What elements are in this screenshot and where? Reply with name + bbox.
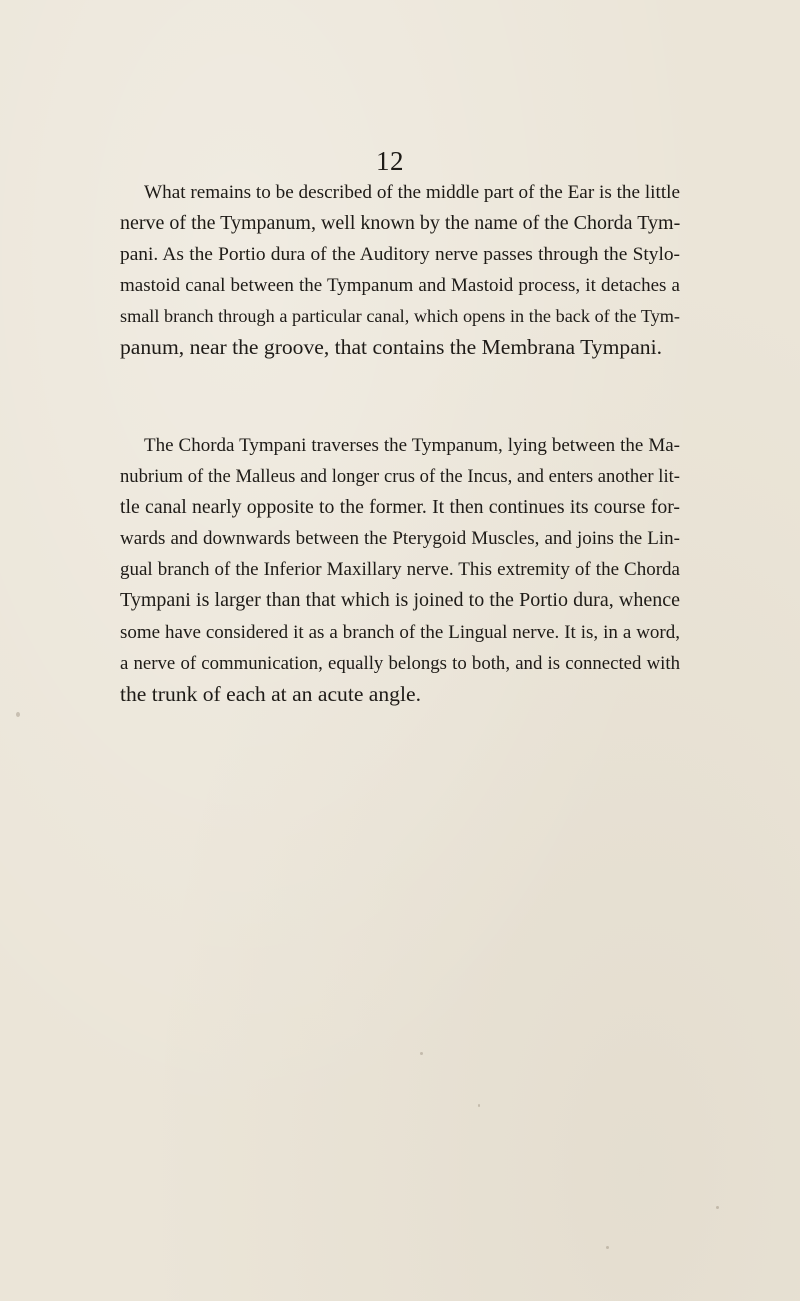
paper-speck xyxy=(716,1206,719,1209)
text-line: tle canal nearly opposite to the former. It then continues its course for- xyxy=(120,496,680,519)
text-line: Tympani is larger than that which is joined to the Portio dura, whence xyxy=(120,589,680,612)
text-line: the trunk of each at an acute angle. xyxy=(120,681,421,706)
paper-speck xyxy=(16,712,20,717)
text-line: The Chorda Tympani traverses the Tympanum, lying between the Ma- xyxy=(144,435,680,456)
text-line: some have considered it as a branch of the Lingual nerve. It is, in a word, xyxy=(120,621,680,643)
text-line: a nerve of communication, equally belongs to both, and is connected with xyxy=(120,652,680,674)
page-number: 12 xyxy=(376,146,404,176)
paragraph-1 xyxy=(120,177,680,364)
paragraph-2 xyxy=(120,430,680,710)
paper-speck xyxy=(478,1104,480,1107)
text-line: small branch through a particular canal, which opens in the back of the Tym- xyxy=(120,306,680,327)
text-line: mastoid canal between the Tympanum and Mastoid process, it detaches a xyxy=(120,275,680,297)
text-line: wards and downwards between the Pterygoid Muscles, and joins the Lin- xyxy=(120,528,680,550)
paper-speck xyxy=(420,1052,423,1055)
text-line: gual branch of the Inferior Maxillary nerve. This extremity of the Chorda xyxy=(120,559,680,581)
text-line: nerve of the Tympanum, well known by the name of the Chorda Tym- xyxy=(120,212,681,235)
text-line: pani. As the Portio dura of the Auditory nerve passes through the Stylo- xyxy=(120,244,680,266)
text-line: panum, near the groove, that contains the Membrana Tympani. xyxy=(120,335,662,360)
text-line: nubrium of the Malleus and longer crus of the Incus, and enters another lit- xyxy=(120,466,680,488)
text-line: What remains to be described of the middle part of the Ear is the little xyxy=(144,182,681,203)
paper-speck xyxy=(606,1246,609,1249)
